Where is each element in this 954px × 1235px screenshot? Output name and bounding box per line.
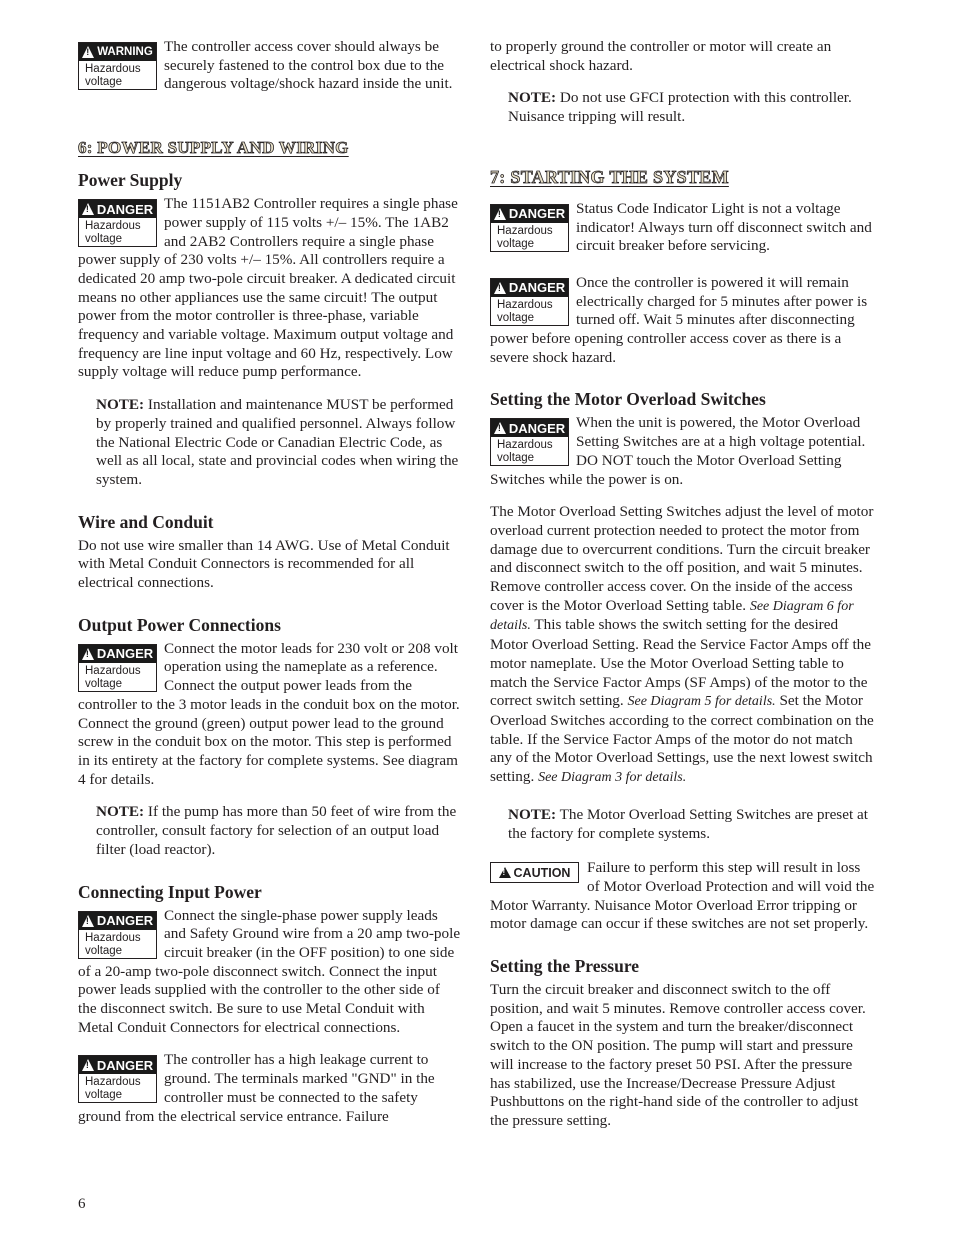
section-7-title: 7: STARTING THE SYSTEM xyxy=(490,166,729,187)
hazard-text: Hazardous voltage xyxy=(85,1076,141,1102)
danger-triangle-icon xyxy=(494,208,506,220)
danger-label xyxy=(490,278,569,326)
powered-block xyxy=(490,274,876,368)
output-text: Connect the motor leads for 230 volt or 208 volt operation using the nameplate as a reference. Connect the output power leads from the controller to the 3 motor leads in the conduit box on the motor. Connect the ground (green) output power lead to the ground screw in the conduit box on the motor. This step is performed in its entirety at the factory for complete systems. See diagram 4 for details. xyxy=(78,639,460,788)
caution-label xyxy=(490,862,579,883)
caution-text: Failure to perform this step will result in loss of Motor Overload Protection and will void the Motor Warranty. Nuisance Motor Overload Error tripping or motor damage can occur if these switches are not set properly. xyxy=(490,859,875,933)
danger-label xyxy=(490,418,569,466)
leakage-block xyxy=(78,1051,462,1126)
overload-text-part: Set the Motor Overload Switches according to the correct combination on the table. If the Service Factor Amps of the motor do not match any of the Motor Overload Settings, use the next lowest switch setting. xyxy=(490,692,874,786)
note-label: NOTE: xyxy=(508,89,557,107)
note-text: Do not use GFCI protection with this controller. Nuisance tripping will result. xyxy=(508,89,852,126)
pressure-heading: Setting the Pressure xyxy=(490,956,640,977)
left-column xyxy=(78,38,462,1140)
warning-triangle-icon xyxy=(82,46,94,58)
power-supply-text: The 1151AB2 Controller requires a single phase power supply of 115 volts +/– 15%. The 1AB2 and 2AB2 Controllers require a single phase power supply of 230 volts +/– 15%. All controllers require a dedicated 20 amp two-pole circuit breaker. A dedicated circuit means no other appliances use the same circuit! The output power from the motor controller is three-phase, variable frequency and variable voltage. Maximum output voltage and frequency are line input voltage and 60 Hz, respectively. Low supply voltage will reduce pump performance. xyxy=(78,195,458,381)
note-text: Installation and maintenance MUST be performed by properly trained and qualified personnel. Always follow the National Electric Code or Canadian Electric Code, as well as all local, state and provincial codes when wiring the system. xyxy=(96,396,459,488)
input-heading: Connecting Input Power xyxy=(78,881,262,902)
danger-label xyxy=(78,644,157,692)
danger-triangle-icon xyxy=(82,648,94,660)
danger-word: DANGER xyxy=(508,206,566,222)
pressure-text: Turn the circuit breaker and disconnect switch to the off position, and wait 5 minutes. Remove controller access cover. Open a faucet in the system and turn the breaker/disconnect switch to the ON position. The pump will start and pressure will increase to the factory preset 50 PSI. After the pressure has stabilized, use the Increase/Decrease Pressure Adjust Pushbuttons on the right-hand side of the controller to adjust the pressure setting. xyxy=(490,981,866,1129)
danger-triangle-icon xyxy=(494,282,506,294)
hazard-text: Hazardous voltage xyxy=(85,664,141,690)
page-number: 6 xyxy=(78,1196,86,1212)
diagram-ref: See Diagram 6 for details. xyxy=(490,598,854,634)
note-label: NOTE: xyxy=(96,803,145,821)
output-block xyxy=(78,640,462,790)
overload-text-part: This table shows the switch setting for the desired Motor Overload Setting. Read the Service Factor Amps off the motor nameplate. Use the Motor Overload Setting table to match the Service Factor Amps (SF Amps) of the motor to the correct switch setting. xyxy=(490,616,872,710)
note-load-filter xyxy=(78,803,462,859)
warning-text: The controller access cover should always be securely fastened to the control box due to the dangerous voltage/shock hazard inside the unit. xyxy=(164,38,453,93)
leakage-text: The controller has a high leakage current to ground. The terminals marked "GND" in the controller must be connected to the safety ground from the electrical service entrance. Failure xyxy=(78,1051,435,1125)
warning-word: WARNING xyxy=(97,46,153,58)
note-text: The Motor Overload Setting Switches are preset at the factory for complete systems. xyxy=(508,805,868,842)
status-block xyxy=(490,200,876,256)
hazard-text: Hazardous voltage xyxy=(85,63,141,88)
danger-word: DANGER xyxy=(96,1057,154,1073)
wire-heading: Wire and Conduit xyxy=(78,511,214,532)
diagram-ref: See Diagram 3 for details. xyxy=(538,770,687,786)
danger-word: DANGER xyxy=(508,420,566,436)
overload-danger-block xyxy=(490,414,876,489)
hazard-text: Hazardous voltage xyxy=(497,224,553,250)
power-supply-heading: Power Supply xyxy=(78,170,183,191)
danger-label xyxy=(78,1055,157,1103)
hazard-text: Hazardous voltage xyxy=(85,220,141,246)
continued-text: to properly ground the controller or motor will create an electrical shock hazard. xyxy=(490,38,832,74)
input-block xyxy=(78,907,462,1038)
hazard-text: Hazardous voltage xyxy=(85,931,141,957)
section-6-title: 6: POWER SUPPLY AND WIRING xyxy=(78,138,349,158)
diagram-ref: See Diagram 5 for details. xyxy=(627,694,776,710)
danger-label xyxy=(78,911,157,959)
caution-block xyxy=(490,859,876,934)
danger-triangle-icon xyxy=(82,203,94,215)
hazard-text: Hazardous voltage xyxy=(497,439,553,465)
danger-label xyxy=(78,199,157,247)
danger-triangle-icon xyxy=(82,1059,94,1071)
hazard-text: Hazardous voltage xyxy=(497,298,553,324)
right-column xyxy=(490,38,876,1131)
danger-triangle-icon xyxy=(82,915,94,927)
wire-text: Do not use wire smaller than 14 AWG. Use of Metal Conduit with Metal Conduit Connectors is recommended for all electrical connections. xyxy=(78,536,450,592)
status-text: Status Code Indicator Light is not a voltage indicator! Always turn off disconnect switch and circuit breaker before servicing. xyxy=(576,199,872,255)
warning-label xyxy=(78,42,157,90)
warning-block xyxy=(78,38,462,94)
note-label: NOTE: xyxy=(96,396,145,414)
note-text: If the pump has more than 50 feet of wire from the controller, consult factory for selection of an output load filter (load reactor). xyxy=(96,803,457,858)
overload-text xyxy=(490,503,876,788)
input-text: Connect the single-phase power supply leads and Safety Ground wire from a 20 amp two-pole circuit breaker (in the OFF position) to one side of a 20-amp two-pole disconnect switch. Connect the input power leads supplied with the controller to the other side of the disconnect switch. Be sure to use Metal Conduit with Metal Conduit Connectors for electrical connections. xyxy=(78,906,461,1036)
overload-heading: Setting the Motor Overload Switches xyxy=(490,389,766,410)
note-label: NOTE: xyxy=(508,805,557,823)
overload-text-part: The Motor Overload Setting Switches adjust the level of motor overload current protection needed to protect the motor from damage due to overcurrent conditions. Turn the circuit breaker and disconnect switch to the off position, and wait 5 minutes. Remove controller access cover. On the inside of the access cover is the Motor Overload Setting table. xyxy=(490,503,874,614)
overload-danger-text: When the unit is powered, the Motor Overload Setting Switches are at a high voltage potential. DO NOT touch the Motor Overload Setting Switches while the power is on. xyxy=(490,414,866,488)
powered-text: Once the controller is powered it will remain electrically charged for 5 minutes after power is turned off. Wait 5 minutes after disconnecting power before opening controller access cover as there is a severe shock hazard. xyxy=(490,273,868,366)
output-heading: Output Power Connections xyxy=(78,614,281,635)
note-installation xyxy=(78,396,462,490)
danger-label xyxy=(490,204,569,252)
note-gfci xyxy=(490,89,876,126)
caution-word: CAUTION xyxy=(513,865,571,880)
caution-triangle-icon xyxy=(499,867,511,878)
danger-word: DANGER xyxy=(96,913,154,928)
danger-word: DANGER xyxy=(508,280,566,296)
danger-word: DANGER xyxy=(96,646,154,662)
danger-triangle-icon xyxy=(494,422,506,434)
danger-word: DANGER xyxy=(96,201,154,217)
note-preset xyxy=(490,806,876,843)
power-supply-block xyxy=(78,195,462,382)
